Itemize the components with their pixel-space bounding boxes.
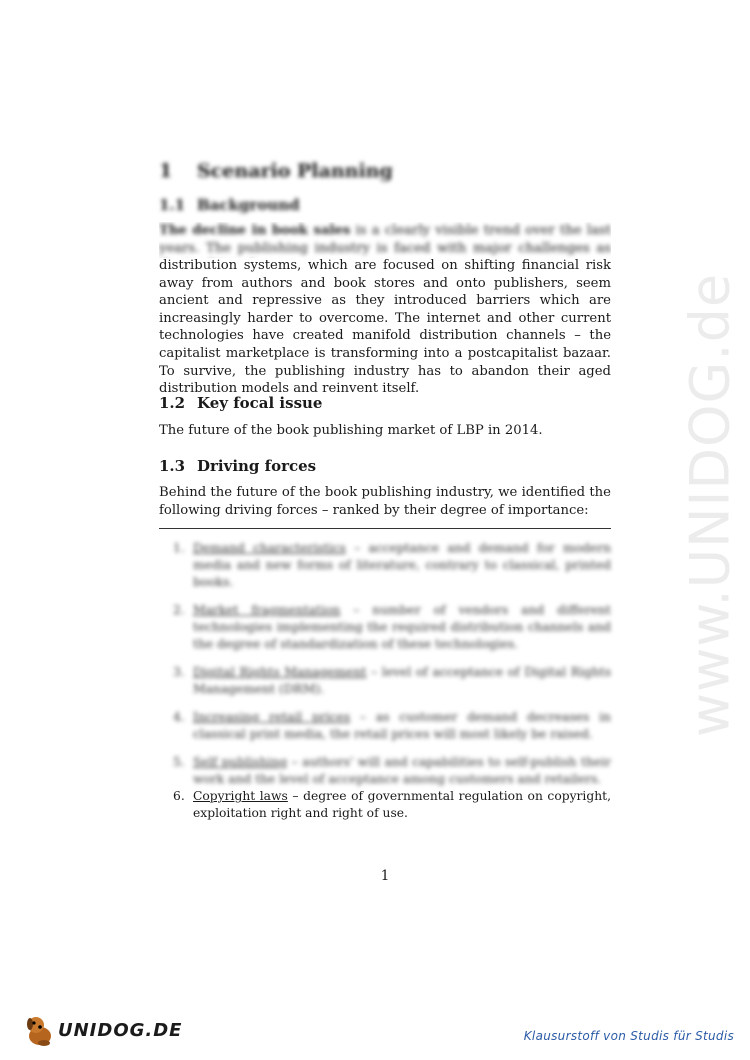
subsection-title: Key focal issue (197, 394, 323, 412)
background-paragraph: distribution systems, which are focused on shifting financial risk away from authors and book stores and onto publishers, seem ancient and repressive as they introduced barriers which are increasingly harder to overcome. The internet and other current technologies have created manifold distribution channels – the capitalist marketplace is transforming into a postcapitalist bazaar. To survive, the publishing industry has to abandon their aged distribution models and reinvent itself. (159, 258, 611, 397)
dog-icon (22, 1012, 58, 1048)
section-heading (159, 160, 393, 182)
driving-forces-list (159, 540, 611, 788)
driving-forces-intro: Behind the future of the book publishing industry, we identified the following driving forces – ranked by their degree of importance: (159, 485, 611, 518)
list-item (159, 602, 611, 653)
logo-text: UNIDOG.DE (58, 1020, 183, 1041)
list-index: 2. (173, 603, 185, 617)
list-desc: – acceptance and demand for modern media and new forms of literature, contrary to classical, printed books. (193, 541, 611, 589)
list-desc: – as customer demand decreases in classical print media, the retail prices will most likely be raised. (193, 710, 611, 741)
list-item (159, 754, 611, 788)
list-index: 4. (173, 710, 185, 724)
background-blurred-lines (159, 222, 611, 258)
page-number: 1 (380, 868, 390, 884)
divider (159, 528, 611, 529)
background-blurred-paragraph (159, 222, 611, 258)
list-item (159, 664, 611, 698)
list-desc: – authors' will and capabilities to self-publish their work and the level of acceptance among customers and retailers. (193, 755, 611, 786)
list-desc: – degree of governmental regulation on copyright, exploitation right and right of use. (193, 789, 611, 820)
background-bold-lead: The decline in book sales (159, 223, 351, 238)
subsection-heading-driving-forces (159, 457, 316, 475)
list-desc: – level of acceptance of Digital Rights Management (DRM). (193, 665, 612, 696)
watermark (680, 270, 740, 740)
subsection-title: Background (197, 196, 300, 214)
subsection-heading-focal-issue (159, 394, 322, 412)
list-term: Digital Rights Management (193, 665, 367, 679)
section-title: Scenario Planning (197, 160, 393, 182)
list-term: Demand characteristics (193, 541, 346, 555)
subsection-title: Driving forces (197, 457, 317, 475)
unidog-logo (22, 1012, 183, 1048)
list-desc: – number of vendors and different technologies implementing the required distribution channels and the degree of standardization of these technologies. (193, 603, 611, 651)
driving-forces-list-visible (159, 788, 611, 822)
list-index: 3. (173, 665, 185, 679)
list-item (159, 709, 611, 743)
subsection-number: 1.3 (159, 457, 186, 475)
list-index: 6. (173, 789, 185, 803)
list-item (159, 540, 611, 591)
watermark-text: www.UNIDOG.de (678, 272, 742, 738)
list-term: Market fragmentation (193, 603, 341, 617)
subsection-number: 1.2 (159, 394, 186, 412)
section-number: 1 (159, 160, 173, 182)
subsection-heading-background (159, 196, 300, 214)
list-term: Copyright laws (193, 789, 288, 803)
subsection-number: 1.1 (159, 196, 186, 214)
background-blurred-text: is a clearly visible trend over the last years. The publishing industry is faced with major challenges as (159, 223, 611, 256)
footer-tagline: Klausurstoff von Studis für Studis (523, 1029, 734, 1043)
list-index: 1. (173, 541, 185, 555)
list-term: Increasing retail prices (193, 710, 351, 724)
list-index: 5. (173, 755, 185, 769)
list-item (159, 788, 611, 822)
focal-issue-text: The future of the book publishing market of LBP in 2014. (159, 423, 543, 438)
list-term: Self publishing (193, 755, 288, 769)
